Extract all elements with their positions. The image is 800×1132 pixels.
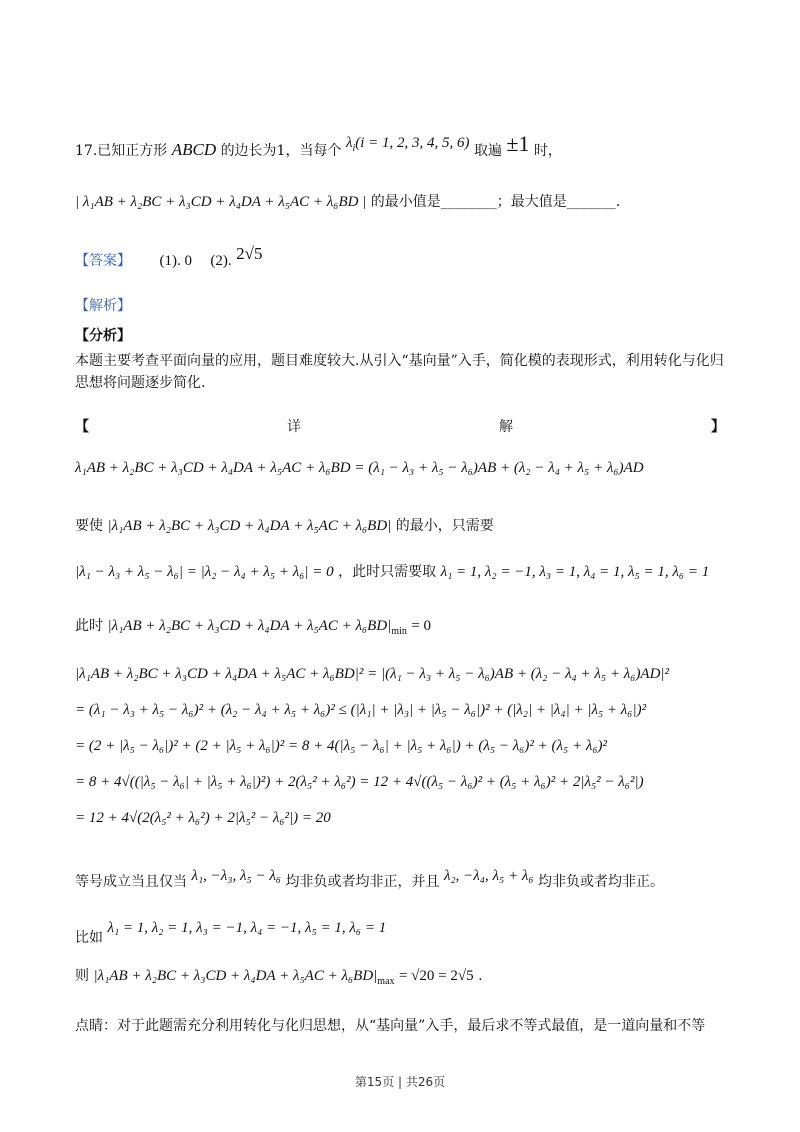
then-expr: |λ₁AB + λ₂BC + λ₃CD + λ₄DA + λ₅AC + λ₆BD| [107, 618, 392, 634]
eq-cond-b: λ₂, −λ₄, λ₅ + λ₆ [443, 868, 534, 884]
answer-value2: 2√5 [236, 244, 263, 263]
answer-line [75, 244, 730, 271]
take-text: 取遍 [473, 143, 502, 159]
lambda-symbol: λ [345, 135, 353, 151]
page-footer: 第15页 | 共26页 [354, 1075, 446, 1089]
detail-close: 】 [711, 419, 725, 435]
step-then [75, 616, 730, 642]
problem-line-2 [75, 192, 730, 212]
remark-text: 点睛：对于此题需充分利用转化与化归思想，从“基向量”入手，最后求不等式最值，是一道向量和不等 [75, 1018, 706, 1034]
answer-part2: (2). [210, 253, 232, 269]
big4-formula: = 8 + 4√((|λ₅ − λ₆| + |λ₅ + λ₆|)²) + 2(λ₅² + λ₆²) = 12 + 4√((λ₅ − λ₆)² + (λ₅ + λ₆)² + 2|λ₅² − λ₆²|) [75, 774, 644, 790]
eq-cond-suffix: 均非负或者均非正。 [538, 874, 664, 890]
example-values: λ₁ = 1, λ₂ = 1, λ₃ = −1, λ₄ = −1, λ₅ = 1, λ₆ = 1 [107, 920, 387, 936]
analysis-text: 本题主要考查平面向量的应用，题目难度较大.从引入“基向量”入手，简化模的表现形式，利用转化与化归思想将问题逐步简化. [75, 353, 724, 391]
pm-one: ±1 [506, 131, 530, 156]
problem-question: 的最小值是________；最大值是_______. [370, 194, 621, 210]
max-end: . [478, 968, 483, 984]
big-line-4 [75, 772, 730, 792]
big3-formula: = (2 + |λ₅ − λ₆|)² + (2 + |λ₅ + λ₆|)² = 8 + 4(|λ₅ − λ₆| + |λ₅ + λ₆|) + (λ₅ − λ₆)² + (λ₅ + λ₆)² [75, 738, 608, 754]
detail-word2: 解 [499, 419, 513, 435]
max-expr: |λ₁AB + λ₂BC + λ₃CD + λ₄DA + λ₅AC + λ₆BD| [93, 968, 378, 984]
then-val: = 0 [411, 618, 432, 634]
need-suffix: 的最小，只需要 [395, 518, 494, 534]
eq-cond-a: λ₁, −λ₃, λ₅ − λ₆ [191, 868, 282, 884]
problem-expression: | λ₁AB + λ₂BC + λ₃CD + λ₄DA + λ₅AC + λ₆BD | [75, 194, 367, 210]
eq1-formula: λ₁AB + λ₂BC + λ₃CD + λ₄DA + λ₅AC + λ₆BD = (λ₁ − λ₃ + λ₅ − λ₆)AB + (λ₂ − λ₄ + λ₅ + λ₆)AD [75, 460, 644, 476]
lambda-range: (i = 1, 2, 3, 4, 5, 6) [355, 135, 470, 151]
step-cond [75, 562, 730, 582]
detail-word1: 详 [287, 419, 301, 435]
eq-cond-line [75, 868, 730, 892]
cond-values: λ₁ = 1, λ₂ = −1, λ₃ = 1, λ₄ = 1, λ₅ = 1, λ₆ = 1 [440, 564, 710, 580]
need-prefix: 要使 [75, 518, 103, 534]
max-sub: max [377, 975, 395, 987]
big-line-3 [75, 736, 730, 756]
lambda-sub: i [352, 143, 356, 154]
big2-formula: = (λ₁ − λ₃ + λ₅ − λ₆)² + (λ₂ − λ₄ + λ₅ + λ₆)² ≤ (|λ₁| + |λ₃| + |λ₅ − λ₆|)² + (|λ₂| + |λ₄| + |λ₅ + λ₆|)² [75, 702, 647, 718]
cond-mid: ，此时只需要取 [338, 564, 437, 580]
step-need [75, 516, 730, 536]
need-expr: |λ₁AB + λ₂BC + λ₃CD + λ₄DA + λ₅AC + λ₆BD| [107, 518, 392, 534]
then-sub: min [391, 625, 407, 637]
when-text: 时， [533, 143, 562, 159]
analysis-sub-label: 【分析】 [75, 328, 131, 344]
analysis-label: 【解析】 [75, 298, 131, 314]
square-label: ABCD [171, 140, 217, 159]
big-line-5 [75, 808, 730, 828]
big1-formula: |λ₁AB + λ₂BC + λ₃CD + λ₄DA + λ₅AC + λ₆BD|² = |(λ₁ − λ₃ + λ₅ − λ₆)AB + (λ₂ − λ₄ + λ₅ + λ₆)AD|² [75, 666, 670, 682]
big5-formula: = 12 + 4√(2(λ₅² + λ₆²) + 2|λ₅² − λ₆²|) = 20 [75, 810, 331, 826]
then-prefix: 此时 [75, 618, 103, 634]
max-prefix: 则 [75, 968, 89, 984]
problem-number: 17.已知正方形 [75, 143, 168, 159]
answer-label: 【答案】 [75, 253, 131, 269]
max-line [75, 966, 730, 992]
cond-formula: |λ₁ − λ₃ + λ₅ − λ₆| = |λ₂ − λ₄ + λ₅ + λ₆| = 0 [75, 564, 334, 580]
step-eq1 [75, 458, 730, 478]
detail-open: 【 [75, 419, 89, 435]
remark-line [75, 1016, 730, 1036]
big-line-1 [75, 664, 730, 684]
eq-cond-mid: 均非负或者均非正，并且 [285, 874, 440, 890]
example-prefix: 比如 [75, 930, 103, 946]
example-line [75, 918, 730, 946]
eq-cond-prefix: 等号成立当且仅当 [75, 874, 187, 890]
max-val: = √20 = 2√5 [398, 968, 474, 984]
edge-text: 的边长为1，当每个 [220, 143, 342, 159]
detail-header [75, 416, 725, 436]
big-line-2 [75, 700, 730, 720]
answer-part1: (1). 0 [159, 253, 192, 269]
problem-line-1 [75, 131, 730, 167]
